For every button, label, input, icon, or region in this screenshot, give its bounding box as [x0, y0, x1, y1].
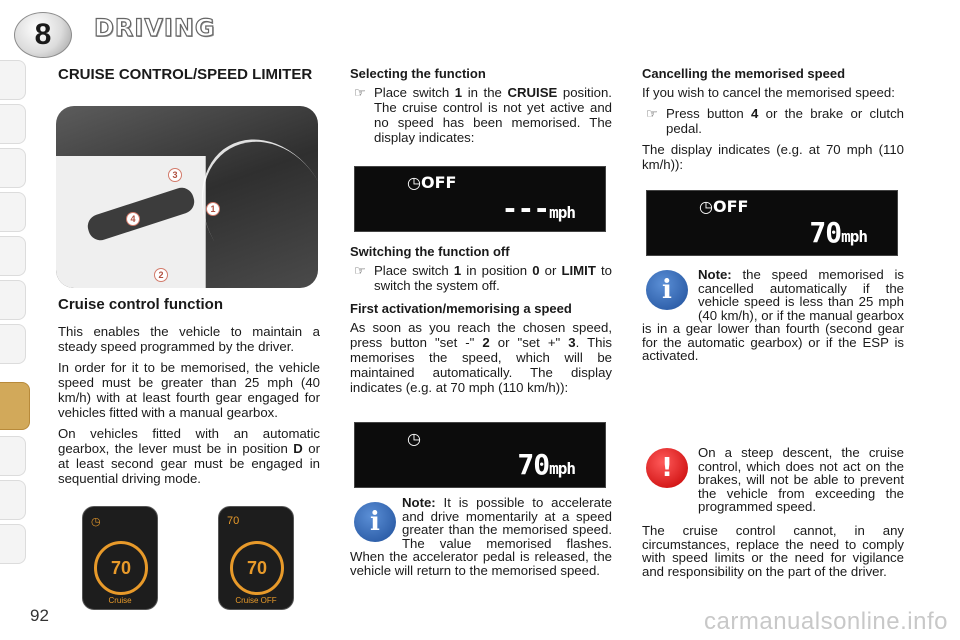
- label-3: 3: [168, 168, 182, 182]
- pointer-icon: ☞: [354, 263, 366, 278]
- chapter-tab[interactable]: [0, 236, 26, 276]
- chapter-tab[interactable]: [0, 148, 26, 188]
- paragraph: As soon as you reach the chosen speed, press button "set -" 2 or "set +" 3. This memorises the speed, which will be maintained automatically. The display indicates (e.g. at 70 mph (110 km/h)):: [350, 320, 612, 395]
- display-speed: 70mph: [517, 448, 575, 481]
- warning-vigilance: The cruise control cannot, in any circumstances, replace the need to comply with speed limits or the need for vigilance and responsibility on the part of the driver.: [642, 523, 904, 579]
- cruise-off-indicator: ◷OFF: [407, 173, 457, 192]
- note-cancel-auto: Note: the speed memorised is cancelled automatically if the vehicle speed is less than 25 mph (40 km/h), or if the manual gearbox is in a gear lower than fourth (second gear for the automatic gearbox) or if the ESP is activated.: [642, 267, 904, 363]
- label-1: 1: [206, 202, 220, 216]
- info-icon: i: [354, 502, 396, 542]
- display-cruise-active: [354, 422, 606, 488]
- section-title: CRUISE CONTROL/SPEED LIMITER: [58, 66, 313, 83]
- off-title: Switching the function off: [350, 244, 510, 259]
- list-item: ☞ Place switch 1 in position 0 or LIMIT to switch the system off.: [350, 263, 612, 293]
- chapter-badge: [14, 12, 72, 58]
- chapter-tab[interactable]: [0, 436, 26, 476]
- paragraph: This enables the vehicle to maintain a steady speed programmed by the driver.: [58, 324, 320, 354]
- chapter-tab[interactable]: [0, 280, 26, 320]
- chapter-tab-active[interactable]: [0, 382, 30, 430]
- cancel-title: Cancelling the memorised speed: [642, 66, 846, 81]
- chapter-tab[interactable]: [0, 524, 26, 564]
- chapter-title: DRIVING: [94, 14, 216, 42]
- column-middle: [350, 66, 612, 151]
- info-icon: i: [646, 270, 688, 310]
- gauge-value: 70: [230, 541, 284, 595]
- label-4: 4: [126, 212, 140, 226]
- list-item: ☞ Place switch 1 in the CRUISE position. The cruise control is not yet active and no speed has been memorised. The display indicates:: [350, 85, 612, 145]
- paragraph: On vehicles fitted with an automatic gearbox, the lever must be in position D or at least second gear must be engaged in sequential driving mode.: [58, 426, 320, 486]
- switch-off-section: [350, 244, 612, 401]
- chapter-tab[interactable]: [0, 192, 26, 232]
- column-right: [642, 66, 904, 178]
- select-title: Selecting the function: [350, 66, 486, 81]
- steering-stalk-photo: [56, 106, 318, 288]
- gauge-top-value: 70: [227, 515, 240, 527]
- gauge-cruise-off: [218, 506, 294, 610]
- chapter-tab[interactable]: [0, 480, 26, 520]
- gauge-top-icon: ◷: [91, 516, 101, 528]
- note-acceleration: Note: It is possible to accelerate and drive momentarily at a speed greater than the memorised speed. The value memorised flashes. When the accelerator pedal is released, the vehicle will return to the memorised speed.: [350, 495, 612, 578]
- paragraph: The display indicates (e.g. at 70 mph (110 km/h)):: [642, 142, 904, 172]
- pointer-icon: ☞: [354, 85, 366, 100]
- page-number: 92: [30, 606, 49, 625]
- label-2: 2: [154, 268, 168, 282]
- display-speed: 70mph: [809, 216, 867, 249]
- display-off-memorised: [646, 190, 898, 256]
- pointer-icon: ☞: [646, 106, 658, 121]
- gauge-cruise: [82, 506, 158, 610]
- warning-descent: On a steep descent, the cruise control, which does not act on the brakes, will not be able to prevent the vehicle from exceeding the programmed speed.: [698, 445, 904, 514]
- gauge-label: Cruise OFF: [235, 596, 277, 605]
- column-left: [58, 66, 320, 90]
- chapter-tab[interactable]: [0, 324, 26, 364]
- paragraph: If you wish to cancel the memorised speed:: [642, 85, 895, 100]
- first-activation-title: First activation/memorising a speed: [350, 301, 572, 316]
- cruise-function-text: [58, 296, 320, 492]
- display-speed: ---mph: [501, 192, 575, 225]
- paragraph: In order for it to be memorised, the vehicle speed must be greater than 25 mph (40 km/h) with at least fourth gear engaged for vehicles fitted with a manual gearbox.: [58, 360, 320, 420]
- gauge-value: 70: [94, 541, 148, 595]
- cruise-indicator: ◷: [407, 429, 421, 448]
- gauge-label: Cruise: [108, 596, 132, 605]
- chapter-tab-strip: [0, 60, 30, 580]
- subtitle: Cruise control function: [58, 296, 223, 313]
- watermark: carmanualsonline.info: [704, 608, 948, 635]
- chapter-tab[interactable]: [0, 60, 26, 100]
- list-item: ☞ Press button 4 or the brake or clutch pedal.: [642, 106, 904, 136]
- cruise-off-indicator: ◷OFF: [699, 197, 749, 216]
- warning-icon: !: [646, 448, 688, 488]
- chapter-tab[interactable]: [0, 104, 26, 144]
- chapter-number: 8: [34, 18, 52, 51]
- display-off-no-speed: [354, 166, 606, 232]
